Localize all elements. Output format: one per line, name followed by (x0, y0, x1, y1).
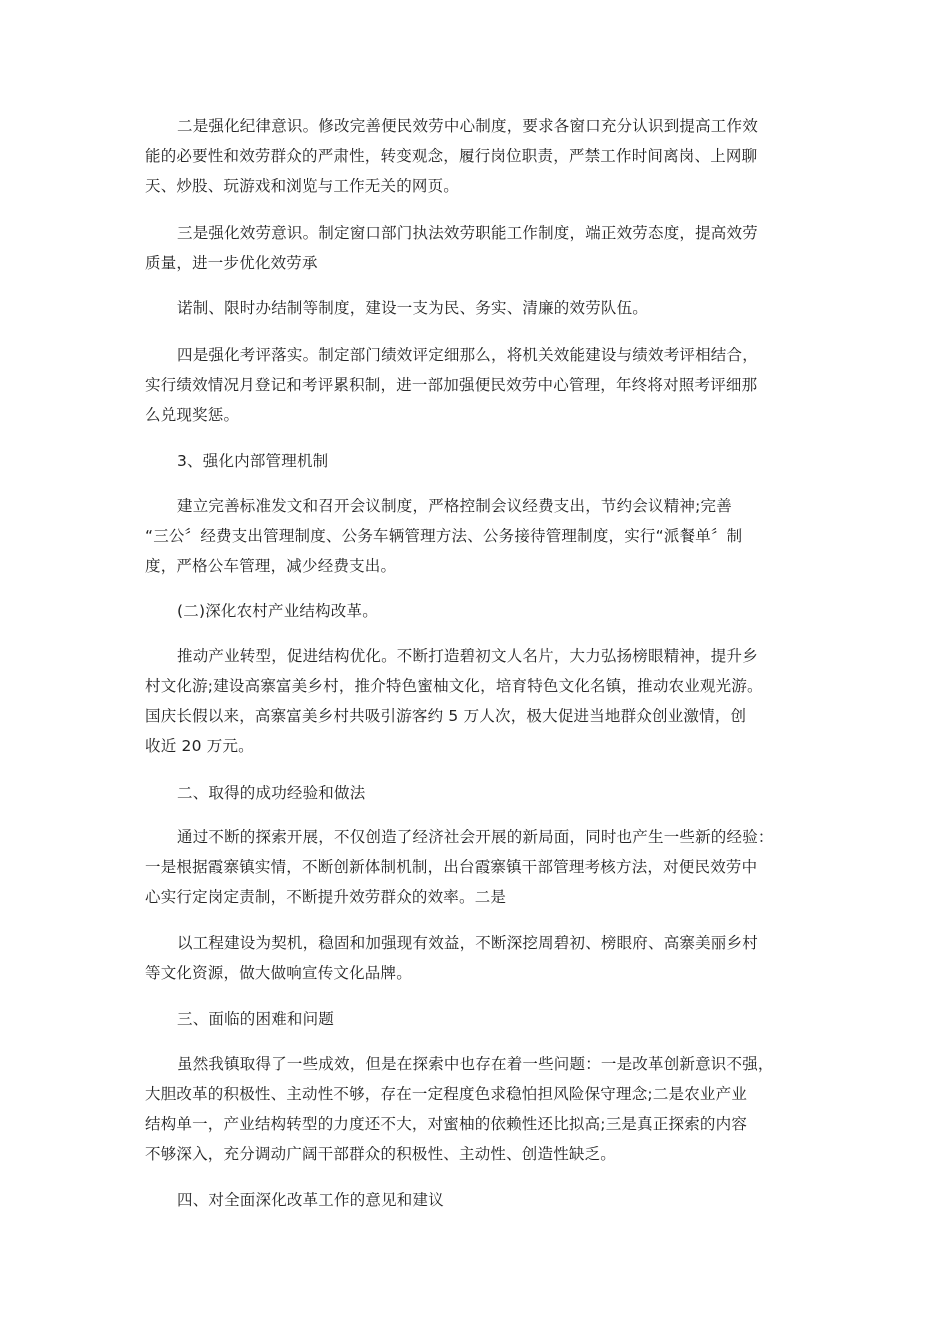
text-line: 天、炒股、玩游戏和浏览与工作无关的网页。 (145, 177, 460, 195)
text-line: 么兑现奖惩。 (145, 406, 240, 424)
section-heading (145, 778, 805, 808)
paragraph (145, 111, 805, 201)
section-heading (145, 1004, 805, 1034)
text-line: 能的必要性和效劳群众的严肃性，转变观念，履行岗位职责，严禁工作时间离岗、上网聊 (145, 147, 758, 165)
text-line: 质量，进一步优化效劳承 (145, 254, 318, 272)
paragraph (145, 822, 805, 912)
text-line: 不够深入，充分调动广阔干部群众的积极性、主动性、创造性缺乏。 (145, 1145, 617, 1163)
text-line: 村文化游;建设高寨富美乡村，推介特色蜜柚文化，培育特色文化名镇，推动农业观光游。 (145, 677, 763, 695)
text-line: 三是强化效劳意识。制定窗口部门执法效劳职能工作制度，端正效劳态度，提高效劳 (177, 224, 758, 242)
text-line: 国庆长假以来，高寨富美乡村共吸引游客约 5 万人次，极大促进当地群众创业激情，创 (145, 707, 747, 725)
text-line: 实行绩效情况月登记和考评累积制，进一部加强便民效劳中心管理，年终将对照考评细那 (145, 376, 758, 394)
text-line: 心实行定岗定责制，不断提升效劳群众的效率。二是 (145, 888, 507, 906)
text-line: 3、强化内部管理机制 (177, 452, 329, 470)
paragraph (145, 928, 805, 988)
section-heading (145, 446, 805, 476)
text-line: 一是根据霞寨镇实情，不断创新体制机制，出台霞寨镇干部管理考核方法，对便民效劳中 (145, 858, 758, 876)
text-line: 以工程建设为契机，稳固和加强现有效益，不断深挖周碧初、榜眼府、高寨美丽乡村 (177, 934, 758, 952)
text-line: 度，严格公车管理，减少经费支出。 (145, 557, 397, 575)
text-line: 通过不断的探索开展，不仅创造了经济社会开展的新局面，同时也产生一些新的经验： (177, 828, 774, 846)
text-line: 推动产业转型，促进结构优化。不断打造碧初文人名片，大力弘扬榜眼精神，提升乡 (177, 647, 758, 665)
text-line: 虽然我镇取得了一些成效，但是在探索中也存在着一些问题：一是改革创新意识不强， (177, 1055, 774, 1073)
paragraph (145, 293, 805, 323)
text-line: 二是强化纪律意识。修改完善便民效劳中心制度，要求各窗口充分认识到提高工作效 (177, 117, 758, 135)
text-line: 建立完善标准发文和召开会议制度，严格控制会议经费支出，节约会议精神;完善 (177, 497, 732, 515)
paragraph (145, 340, 805, 430)
text-line: 三、面临的困难和问题 (177, 1010, 335, 1028)
text-line: 二、取得的成功经验和做法 (177, 784, 366, 802)
paragraph (145, 641, 805, 761)
text-line: 收近 20 万元。 (145, 737, 254, 755)
text-line: (二)深化农村产业结构改革。 (177, 602, 378, 620)
paragraph (145, 1049, 805, 1169)
paragraph (145, 218, 805, 278)
section-heading (145, 596, 805, 626)
text-line: 四、对全面深化改革工作的意见和建议 (177, 1191, 444, 1209)
text-line: 大胆改革的积极性、主动性不够，存在一定程度色求稳怕担风险保守理念;二是农业产业 (145, 1085, 748, 1103)
text-line: 结构单一，产业结构转型的力度还不大，对蜜柚的依赖性还比拟高;三是真正探索的内容 (145, 1115, 748, 1133)
text-line: 四是强化考评落实。制定部门绩效评定细那么，将机关效能建设与绩效考评相结合， (177, 346, 758, 364)
section-heading (145, 1185, 805, 1215)
text-line: 诺制、限时办结制等制度，建设一支为民、务实、清廉的效劳队伍。 (177, 299, 649, 317)
text-line: 等文化资源，做大做响宣传文化品牌。 (145, 964, 412, 982)
paragraph (145, 491, 805, 581)
text-line: “三公〞经费支出管理制度、公务车辆管理方法、公务接待管理制度，实行“派餐单〞制 (145, 527, 743, 545)
